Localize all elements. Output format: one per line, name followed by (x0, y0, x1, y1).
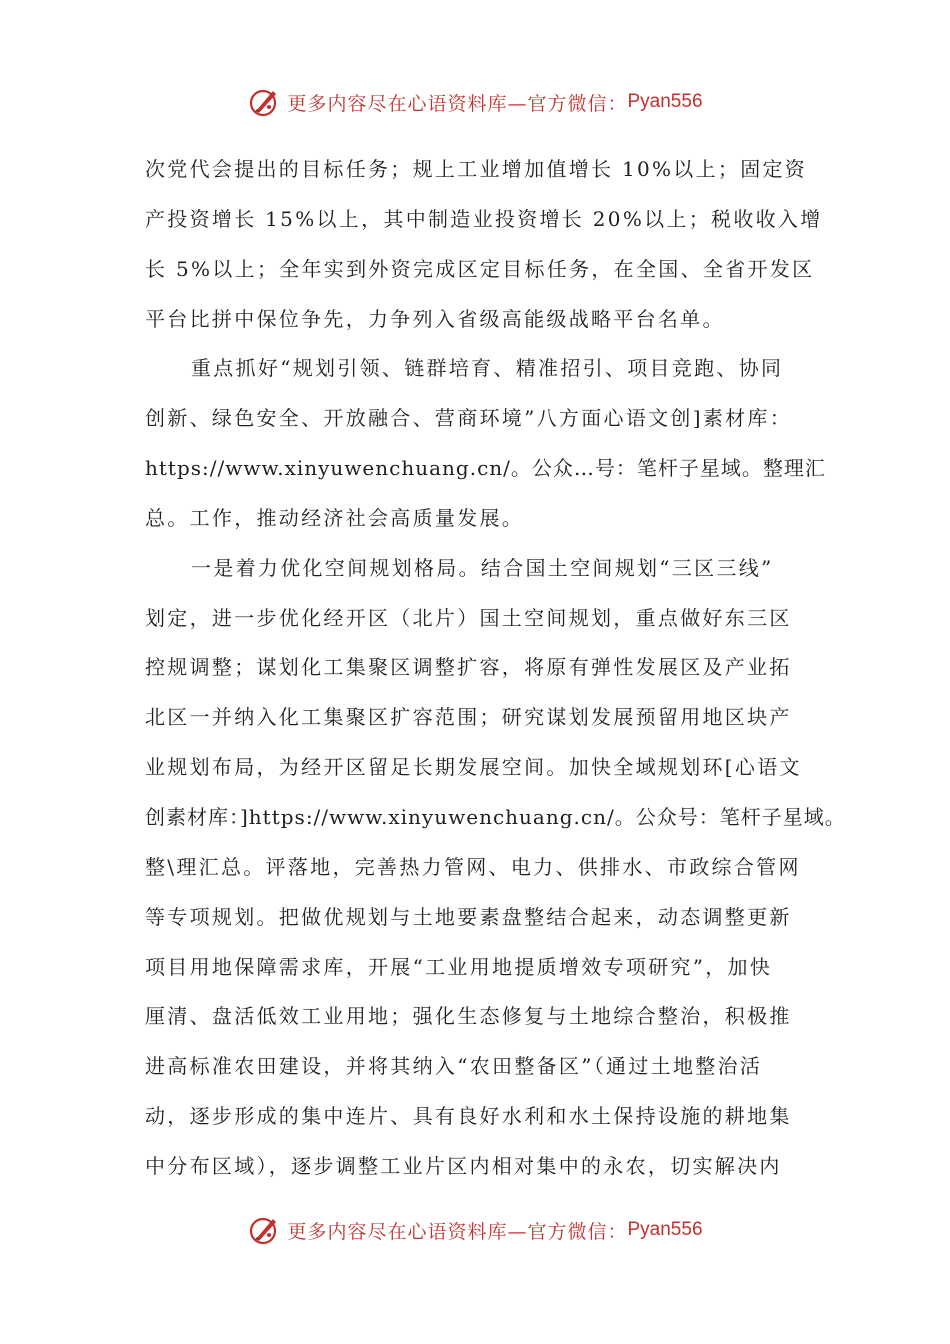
text-line: 北区一并纳入化工集聚区扩容范围；研究谋划发展预留用地区块产 (145, 705, 792, 730)
text-line: 整\理汇总。评落地，完善热力管网、电力、供排水、市政综合管网 (145, 854, 801, 879)
text-line: 等专项规划。把做优规划与土地要素盘整结合起来，动态调整更新 (145, 904, 792, 929)
text-line: 划定，进一步优化经开区（北片）国土空间规划，重点做好东三区 (145, 605, 792, 630)
banner-wechat-id: Pyan556 (627, 91, 703, 112)
text-line-url: https://www.xinyuwenchuang.cn/。公众…号：笔杆子星域。整理汇 (145, 456, 826, 481)
text-line: 动，逐步形成的集中连片、具有良好水利和水土保持设施的耕地集 (145, 1104, 792, 1129)
text-line: 长 5%以上；全年实到外资完成区定目标任务，在全国、全省开发区 (145, 256, 815, 281)
text-line: 业规划布局，为经开区留足长期发展空间。加快全域规划环[心语文 (145, 755, 802, 780)
document-body (145, 145, 846, 1192)
text-line: 创新、绿色安全、开放融合、营商环境”八方面心语文创]素材库： (145, 406, 793, 431)
text-line: 产投资增长 15%以上，其中制造业投资增长 20%以上；税收收入增 (145, 206, 823, 231)
text-line: 进高标准农田建设，并将其纳入“农田整备区”（通过土地整治活 (145, 1054, 763, 1079)
pen-circle-icon (247, 1213, 281, 1247)
paragraph-start-line: 重点抓好“规划引领、链群培育、精准招引、项目竞跑、协同 (191, 356, 784, 381)
text-line: 项目用地保障需求库，开展“工业用地提质增效专项研究”，加快 (145, 954, 773, 979)
text-line: 平台比拼中保位争先，力争列入省级高能级战略平台名单。 (145, 306, 725, 331)
text-line: 厘清、盘活低效工业用地；强化生态修复与土地综合整治，积极推 (145, 1004, 792, 1029)
banner-text: 更多内容尽在心语资料库—官方微信： (287, 92, 628, 115)
paragraph-start-line: 一是着力优化空间规划格局。结合国土空间规划“三区三线” (191, 555, 774, 580)
text-line: 控规调整；谋划化工集聚区调整扩容，将原有弹性发展区及产业拓 (145, 655, 792, 680)
banner-text: 更多内容尽在心语资料库—官方微信： (287, 1220, 628, 1243)
text-line: 次党代会提出的目标任务；规上工业增加值增长 10%以上；固定资 (145, 157, 808, 181)
header-banner (0, 82, 950, 122)
text-line: 总。工作，推动经济社会高质量发展。 (145, 505, 525, 530)
pen-circle-icon (247, 85, 281, 119)
banner-wechat-id: Pyan556 (627, 1219, 703, 1240)
text-line: 中分布区域），逐步调整工业片区内相对集中的永农，切实解决内 (145, 1153, 782, 1178)
footer-banner (0, 1210, 950, 1250)
text-line-url: 创素材库：]https://www.xinyuwenchuang.cn/。公众号：笔杆子星域。 (145, 804, 846, 829)
